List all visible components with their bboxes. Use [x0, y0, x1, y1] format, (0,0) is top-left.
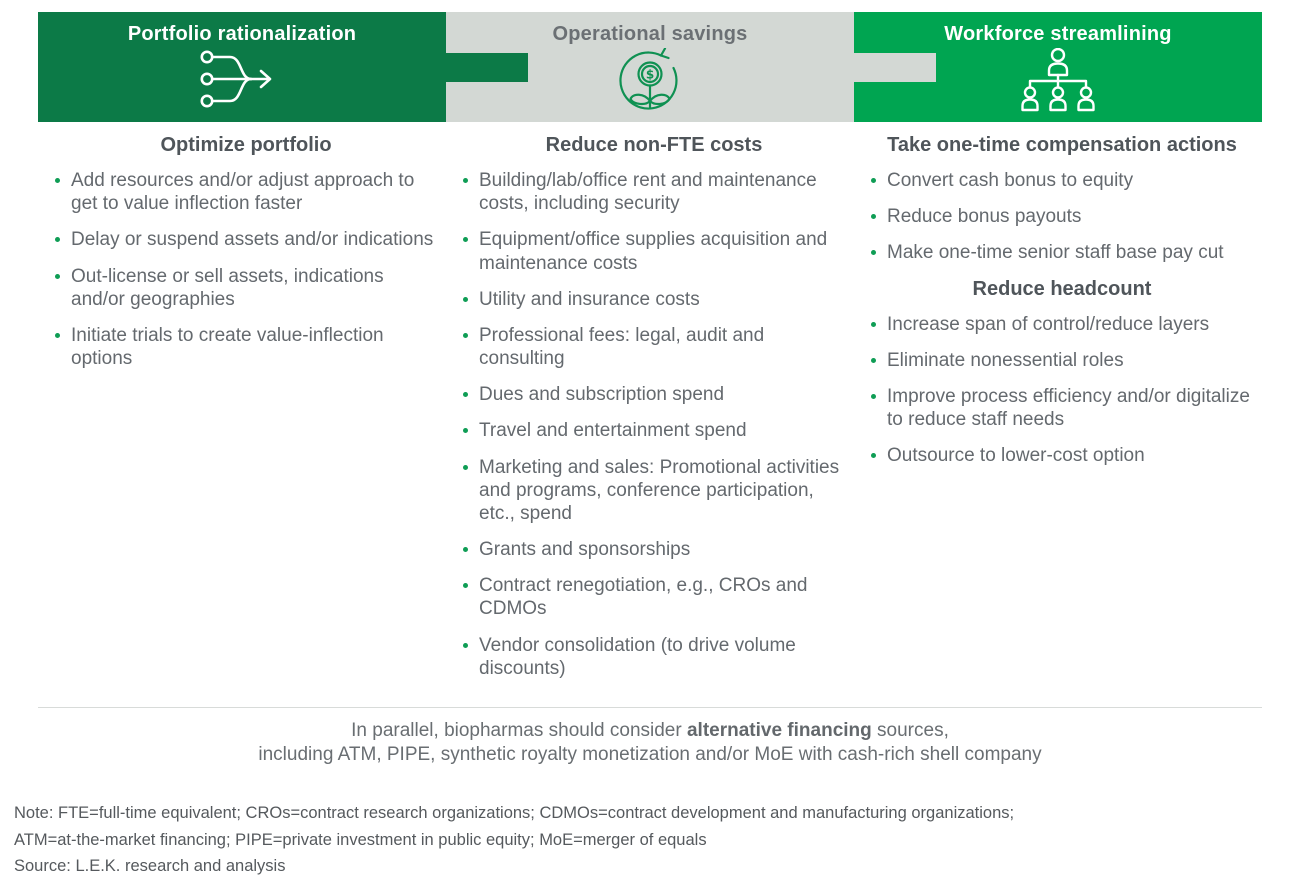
header-banner: [38, 12, 1262, 122]
column-workforce: [854, 132, 1262, 693]
list-item: Utility and insurance costs: [460, 288, 848, 311]
subheading-reduce-headcount: Reduce headcount: [972, 277, 1152, 300]
connector-tab-gray: [854, 53, 936, 82]
subheading-optimize-portfolio: Optimize portfolio: [160, 134, 332, 156]
list-item: Delay or suspend assets and/or indications: [52, 228, 440, 251]
list-item: Contract renegotiation, e.g., CROs and CDMOs: [460, 574, 848, 620]
source-line: Source: L.E.K. research and analysis: [14, 857, 286, 876]
merge-arrow-icon: [197, 48, 287, 115]
list-item: Dues and subscription spend: [460, 383, 848, 406]
list-item: Add resources and/or adjust approach to get to value inflection faster: [52, 169, 440, 215]
compensation-bullet-list: [868, 169, 1256, 265]
callout-line-2: including ATM, PIPE, synthetic royalty monetization and/or MoE with cash-rich shell company: [258, 743, 1042, 765]
list-item: Improve process efficiency and/or digitalize to reduce staff needs: [868, 385, 1256, 431]
svg-text:$: $: [645, 67, 655, 82]
list-item: Out-license or sell assets, indications and/or geographies: [52, 265, 440, 311]
column-operational: [446, 132, 854, 693]
portfolio-bullet-list: [52, 169, 440, 370]
callout-text: sources,: [871, 719, 949, 741]
list-item: Grants and sponsorships: [460, 538, 848, 561]
list-item: Reduce bonus payouts: [868, 205, 1256, 228]
subheading-compensation-actions: Take one-time compensation actions: [887, 134, 1237, 156]
band-title-operational: Operational savings: [552, 23, 748, 45]
list-item: Equipment/office supplies acquisition and maintenance costs: [460, 228, 848, 274]
band-portfolio-rationalization: [38, 12, 446, 122]
list-item: Make one-time senior staff base pay cut: [868, 241, 1256, 264]
list-item: Outsource to lower-cost option: [868, 444, 1256, 467]
note-line-1: Note: FTE=full-time equivalent; CROs=contract research organizations; CDMOs=contract development and manufacturing organizations;: [14, 804, 1015, 823]
operational-bullet-list: [460, 169, 848, 680]
connector-tab-dark: [446, 53, 528, 82]
list-item: Eliminate nonessential roles: [868, 349, 1256, 372]
band-title-workforce: Workforce streamlining: [944, 23, 1172, 45]
headcount-bullet-list: [868, 313, 1256, 468]
list-item: Vendor consolidation (to drive volume discounts): [460, 634, 848, 680]
money-plant-icon: [615, 48, 685, 119]
alternative-financing-callout: [0, 719, 1300, 767]
list-item: Professional fees: legal, audit and consulting: [460, 324, 848, 370]
subheading-reduce-non-fte-costs: Reduce non-FTE costs: [545, 134, 763, 156]
list-item: Initiate trials to create value-inflection options: [52, 324, 440, 370]
callout-bold-text: alternative financing: [686, 719, 872, 741]
note-line-2: ATM=at-the-market financing; PIPE=private investment in public equity; MoE=merger of equals: [14, 830, 707, 849]
callout-line-1: [0, 719, 1300, 743]
section-divider: [38, 707, 1262, 708]
list-item: Convert cash bonus to equity: [868, 169, 1256, 192]
band-title-portfolio: Portfolio rationalization: [127, 23, 357, 45]
list-item: Marketing and sales: Promotional activities and programs, conference participation, etc., spend: [460, 456, 848, 526]
column-portfolio: [38, 132, 446, 693]
footnote-block: [14, 800, 1300, 879]
callout-text: In parallel, biopharmas should consider: [351, 719, 687, 741]
org-chart-icon: [1015, 48, 1101, 117]
list-item: Increase span of control/reduce layers: [868, 313, 1256, 336]
list-item: Building/lab/office rent and maintenance costs, including security: [460, 169, 848, 215]
content-columns: [38, 122, 1262, 693]
list-item: Travel and entertainment spend: [460, 419, 848, 442]
